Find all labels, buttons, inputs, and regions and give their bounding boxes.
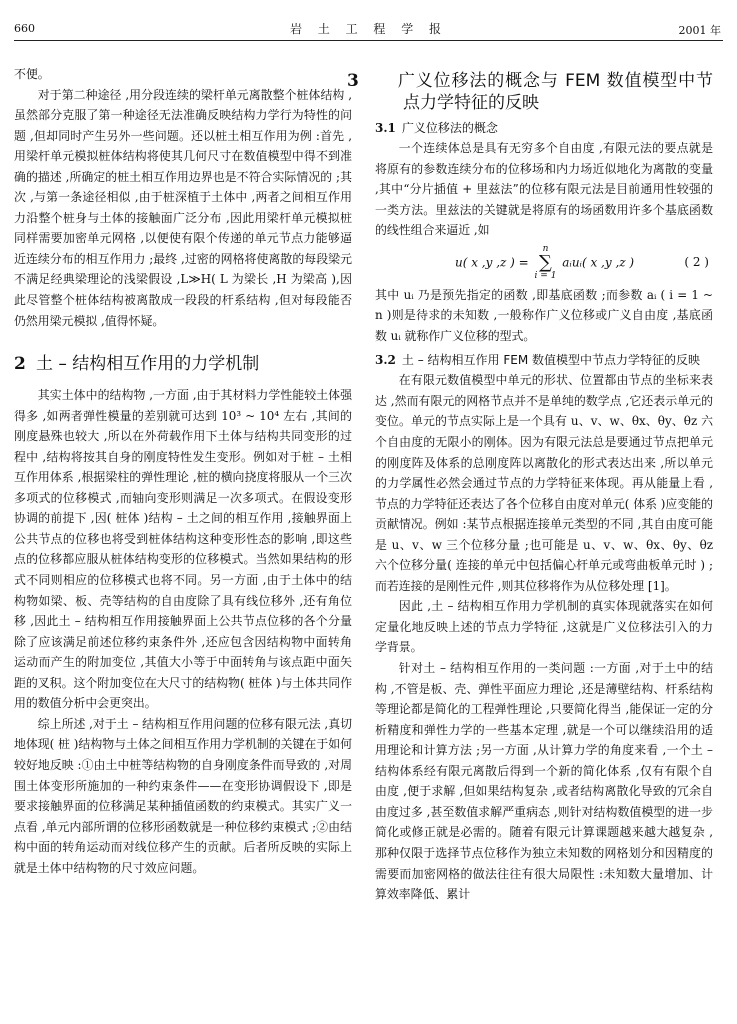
paragraph: 综上所述 ,对于土 – 结构相互作用问题的位移有限元法 ,真切地体现( 桩 )结构物与土体之间相互作用力学机制的关键在于如何较好地反映 :①由土中桩等结构物的自身刚度条件而导致的 ,对周围土体变形所施加的一种约束条件——在变形协调假设下 ,即是要求接触界面的位移满足某种插值函数的约束模式。其实广义一点看 ,单元内部所谓的位移形函数就是一种位移约束模式 ;②由结构中面的转角运动而对线位移产生的贡献。后者所反映的实际上就是土体中结构物的尺寸效应问题。 xyxy=(14,716,352,875)
equation-lhs: u( x ,y ,z ) = xyxy=(455,255,529,270)
equation-rhs: aᵢuᵢ( x ,y ,z ) xyxy=(562,255,635,270)
page-number: 660 xyxy=(14,22,35,35)
section-title: 广义位移法的概念与 FEM 数值模型中节点力学特征的反映 xyxy=(397,71,713,113)
sum-upper-limit: n xyxy=(542,243,549,254)
year: 2001 年 xyxy=(678,24,721,37)
paragraph: 针对土 – 结构相互作用的一类问题 :一方面 ,对于土中的结构 ,不管是板、壳、弹性平面应力理论 ,还是薄壁结构、杆系结构等理论都是简化的工程弹性理论 ,只要简化得当 ,能保证一定的分析精度和弹性力学的一些基本定理 ,就是一个可以继续沿用的适用理论和计算方法 ;另一方面 ,从计算力学的角度来看 ,一个土 – 结构体系经有限元离散后得到一个新的简化体系 ,仅有有限个自由度 ,便于求解 ,但如果结构复杂 ,或者结构离散化导致的冗余自由度过多 ,甚至数值求解严重病态 ,则针对结构数值模型的进一步简化或修正就是必需的。随着有限元计算课题越来越大越复杂 ,那种仅限于选择节点位移作为独立未知数的网格划分和因精度的需要而加密网格的做法往往有很大局限性 :未知数大量增加、计算效率降低、累计 xyxy=(375,661,713,902)
section-number: 2 xyxy=(14,354,26,375)
subsection-number: 3.2 xyxy=(375,353,396,368)
paragraph: 其实土体中的结构物 ,一方面 ,由于其材料力学性能较土体强得多 ,如两者弹性模量的差别就可达到 10³ ~ 10⁴ 左右 ,其间的刚度悬殊也较大 ,所以在外荷载作用下土体与结构共同变形的过程中 ,结构将按其自身的刚度特性发生变形。例如对于桩 – 土相互作用体系 ,根据梁柱的弹性理论 ,桩的横向挠度将服从一个三次多项式的位移模式 ,而轴向变形则满足一次多项式。在假设变形协调的前提下 ,因( 桩体 )结构 – 土之间的相互作用 ,接触界面上公共节点的位移也将受到桩体结构这种变形性态的影响 ,即这些点的位移都应服从桩体结构变形的位移模式。当然如果结构的形式不同则相应的位移模式也将不同。另一方面 ,由于土体中的结构物如梁、板、壳等结构的自由度除了具有线位移外 ,还有角位移 ,因此土 – 结构相互作用接触界面上公共节点位移的各个分量除了应该满足前述位移约束条件外 ,还应包含因结构物中面转角运动而产生的附加变位 ,其值大小等于中面转角与该点距中面矢距的叉积。这个附加变位在大尺寸的结构物( 桩体 )与土体共同作用的数值分析中会更突出。 xyxy=(14,388,352,711)
paragraph: 一个连续体总是具有无穷多个自由度 ,有限元法的要点就是将原有的参数连续分布的位移场和内力场近似地化为离散的变量 ,其中“分片插值 + 里兹法”的位移有限元法是目前通用性较强的一类方法。里兹法的关键就是将原有的场函数用许多个基底函数的线性组合来逼近 ,如 xyxy=(375,141,713,238)
section-heading xyxy=(347,70,713,114)
subsection-heading xyxy=(375,118,713,138)
paragraph: 其中 uᵢ 乃是预先指定的函数 ,即基底函数 ;而参数 aᵢ ( i = 1 ~ n )则是待求的未知数 ,一般称作广义位移或广义自由度 ,基底函数 uᵢ 就称作广义位移的型式。 xyxy=(375,287,713,343)
section-number: 3 xyxy=(347,71,359,91)
subsection-title: 广义位移法的概念 xyxy=(401,121,498,135)
running-header xyxy=(14,18,723,41)
summation-symbol xyxy=(535,245,557,281)
left-column xyxy=(14,64,352,878)
subsection-title: 土 – 结构相互作用 FEM 数值模型中节点力学特征的反映 xyxy=(401,353,700,368)
section-heading xyxy=(14,353,352,375)
sigma-glyph: ∑ xyxy=(539,251,552,273)
paragraph: 不便。 xyxy=(14,67,50,81)
sum-lower-limit: i = 1 xyxy=(534,270,557,281)
paragraph: 在有限元数值模型中单元的形状、位置都由节点的坐标来表达 ,然而有限元的网格节点并不是单纯的数学点 ,它还表示单元的变位。单元的节点实际上是一个具有 u、v、w、θx、θy、θz 六个自由度的无限小的刚体。因为有限元法总是要通过节点把单元的刚度阵及体系的总刚度阵以离散化的形式表达出来 ,所以单元的力学属性必然会通过节点的力学特征来体现。再从能量上看 ,节点的力学特征还表达了各个位移自由度对单元( 体系 )应变能的贡献情况。例如 :某节点根据连接单元类型的不同 ,其自由度可能是 u、v、w 三个位移分量 ;也可能是 u、v、w、θx、θy、θz 六个位移分量( 连接的单元中包括偏心杆单元或弯曲板单元时 ) ;而若连接的是刚性元件 ,则其位移将作为从位移处理 [1]。 xyxy=(375,373,713,593)
equation-number: ( 2 ) xyxy=(684,255,709,270)
section-title: 土 – 结构相互作用的力学机制 xyxy=(36,354,260,375)
paragraph: 因此 ,土 – 结构相互作用力学机制的真实体现就落实在如何定量化地反映上述的节点力学特征 ,这就是广义位移法引入的力学背景。 xyxy=(375,599,713,655)
subsection-heading xyxy=(375,350,713,370)
journal-name: 岩 土 工 程 学 报 xyxy=(289,22,448,36)
paragraph: 对于第二种途径 ,用分段连续的梁杆单元离散整个桩体结构 ,虽然部分克服了第一种途径无法准确反映结构力学行为特性的问题 ,但却同时产生另外一些问题。还以桩土相互作用为例 :首先 ,用梁杆单元模拟桩体结构将使其几何尺寸在数值模型中得不到准确的描述 ,所确定的桩土相互作用边界也是不符合实际情况的 ;其次 ,与第一条途径相似 ,由于桩深植于土体中 ,两者之间相互作用力沿整个桩身与土体的接触面广泛分布 ,因此用梁杆单元模拟桩同样需要加密单元网格 ,以便使有限个传递的单元节点力能够逼近连续分布的相互作用力 ;最终 ,过密的网格将使离散的每段梁元不满足经典梁理论的浅梁假设 ,L≫H( L 为梁长 ,H 为梁高 ),因此尽管整个桩体结构被离散成一段段的杆系结构 ,但对每段能否仍然用梁元模拟 ,值得怀疑。 xyxy=(14,87,352,328)
equation-2 xyxy=(375,241,713,285)
subsection-number: 3.1 xyxy=(375,121,396,135)
right-column xyxy=(347,64,713,905)
